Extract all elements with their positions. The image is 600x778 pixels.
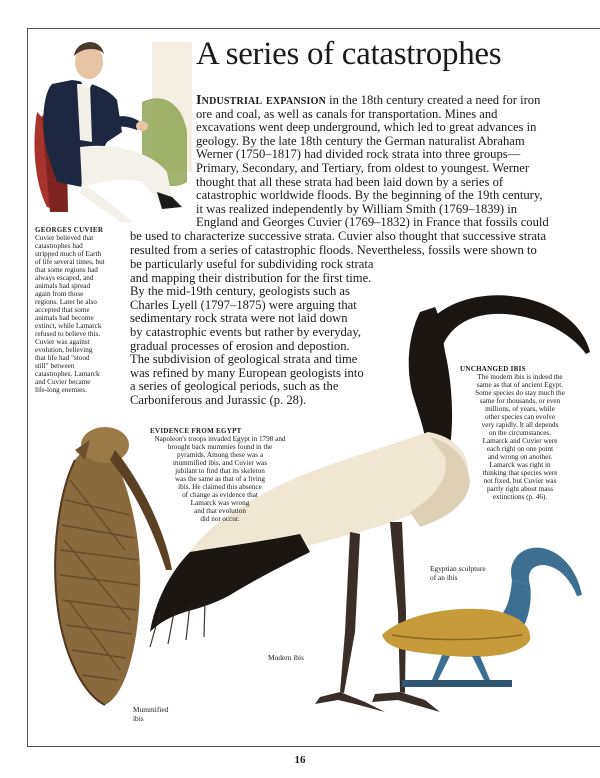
cuvier-portrait (22, 22, 192, 222)
cuvier-caption-heading: GEORGES CUVIER (35, 226, 104, 234)
ibis-caption-heading: UNCHANGED IBIS (460, 365, 526, 373)
page-title: A series of catastrophes (196, 36, 502, 72)
intro-paragraph-lower: be particularly useful for subdividing rock strata and mapping their distribution for the first time. By the mid-19th century, geologists such as Charles Lyell (1797–1875) were arguing that sedimentary rock strata were not laid down by catastrophic events but rather by everyday, gradual processes of erosion and depostion. The subdivision of geological strata and time was refined by many European geologists into a series of geological periods, such as the Carboniferous and Jurassic (p. 28). (130, 257, 374, 407)
frame-bottom-rule (27, 746, 600, 747)
egypt-caption: EVIDENCE FROM EGYPT Napoleon's troops invaded Egypt in 1798 and brought back mummies found in the pyramids. Among these was a mummified ibis, and Cuvier was jubilant to find that its skeleton was the same as that of a living ibis. He claimed this absence of change as evidence that Lamarck was wrong and that evolution did not occur. (150, 427, 290, 523)
sculpture-label: Egyptian sculpture of an ibis (430, 564, 486, 582)
intro-paragraph-wide: be used to characterize successive strata. Cuvier also thought that successive strata resulted from a series of catastrophic floods. Nevertheless, fossils were shown to (130, 229, 547, 257)
egypt-caption-heading: EVIDENCE FROM EGYPT (150, 427, 242, 435)
modern-ibis-label: Modern ibis (268, 653, 304, 662)
cuvier-caption: GEORGES CUVIER Cuvier believed that catastrophes had stripped much of Earth of life several times, but that some regions had always escaped, and animals had spread again from those regions. Later he also accepted that some animals had become extinct, while Lamarck refused to believe this. Cuvier was against evolution, believing that life had "stood still" between catastrophes. Lamarck and Cuvier became life-long enemies. (35, 226, 130, 394)
intro-paragraph-upper: Industrial expansion in the 18th century created a need for iron ore and coal, as well as canals for transportation. Mines and excavations went deep underground, which led to great advances in geology. By the late 18th century the German naturalist Abraham Werner (1750–1817) had divided rock strata into three groups— Primary, Secondary, and Tertiary, from oldest to youngest. Werner thought that all these strata had been laid down by a series of catastrophic worldwide floods. By the beginning of the 19th century, it was realized independently by William Smith (1769–1839) in England and Georges Cuvier (1769–1832) in France that fossils could (196, 93, 549, 230)
mummified-ibis-label: Mummified ibis (133, 705, 169, 723)
ibis-caption: UNCHANGED IBIS The modern ibis is indeed the same as that of ancient Egypt. Some species do stay much the same for thousands, or even millions, of years, while other species can evolve very rapidly. It all depends on the circumstances. Lamarck and Cuvier were each right on one point and wrong on another. Lamarck was right in thinking that species were not fixed, but Cuvier was partly right about mass extinctions (p. 46). (460, 365, 580, 501)
intro-lead-word: Industrial expansion (196, 93, 327, 108)
page-number: 16 (294, 754, 306, 766)
